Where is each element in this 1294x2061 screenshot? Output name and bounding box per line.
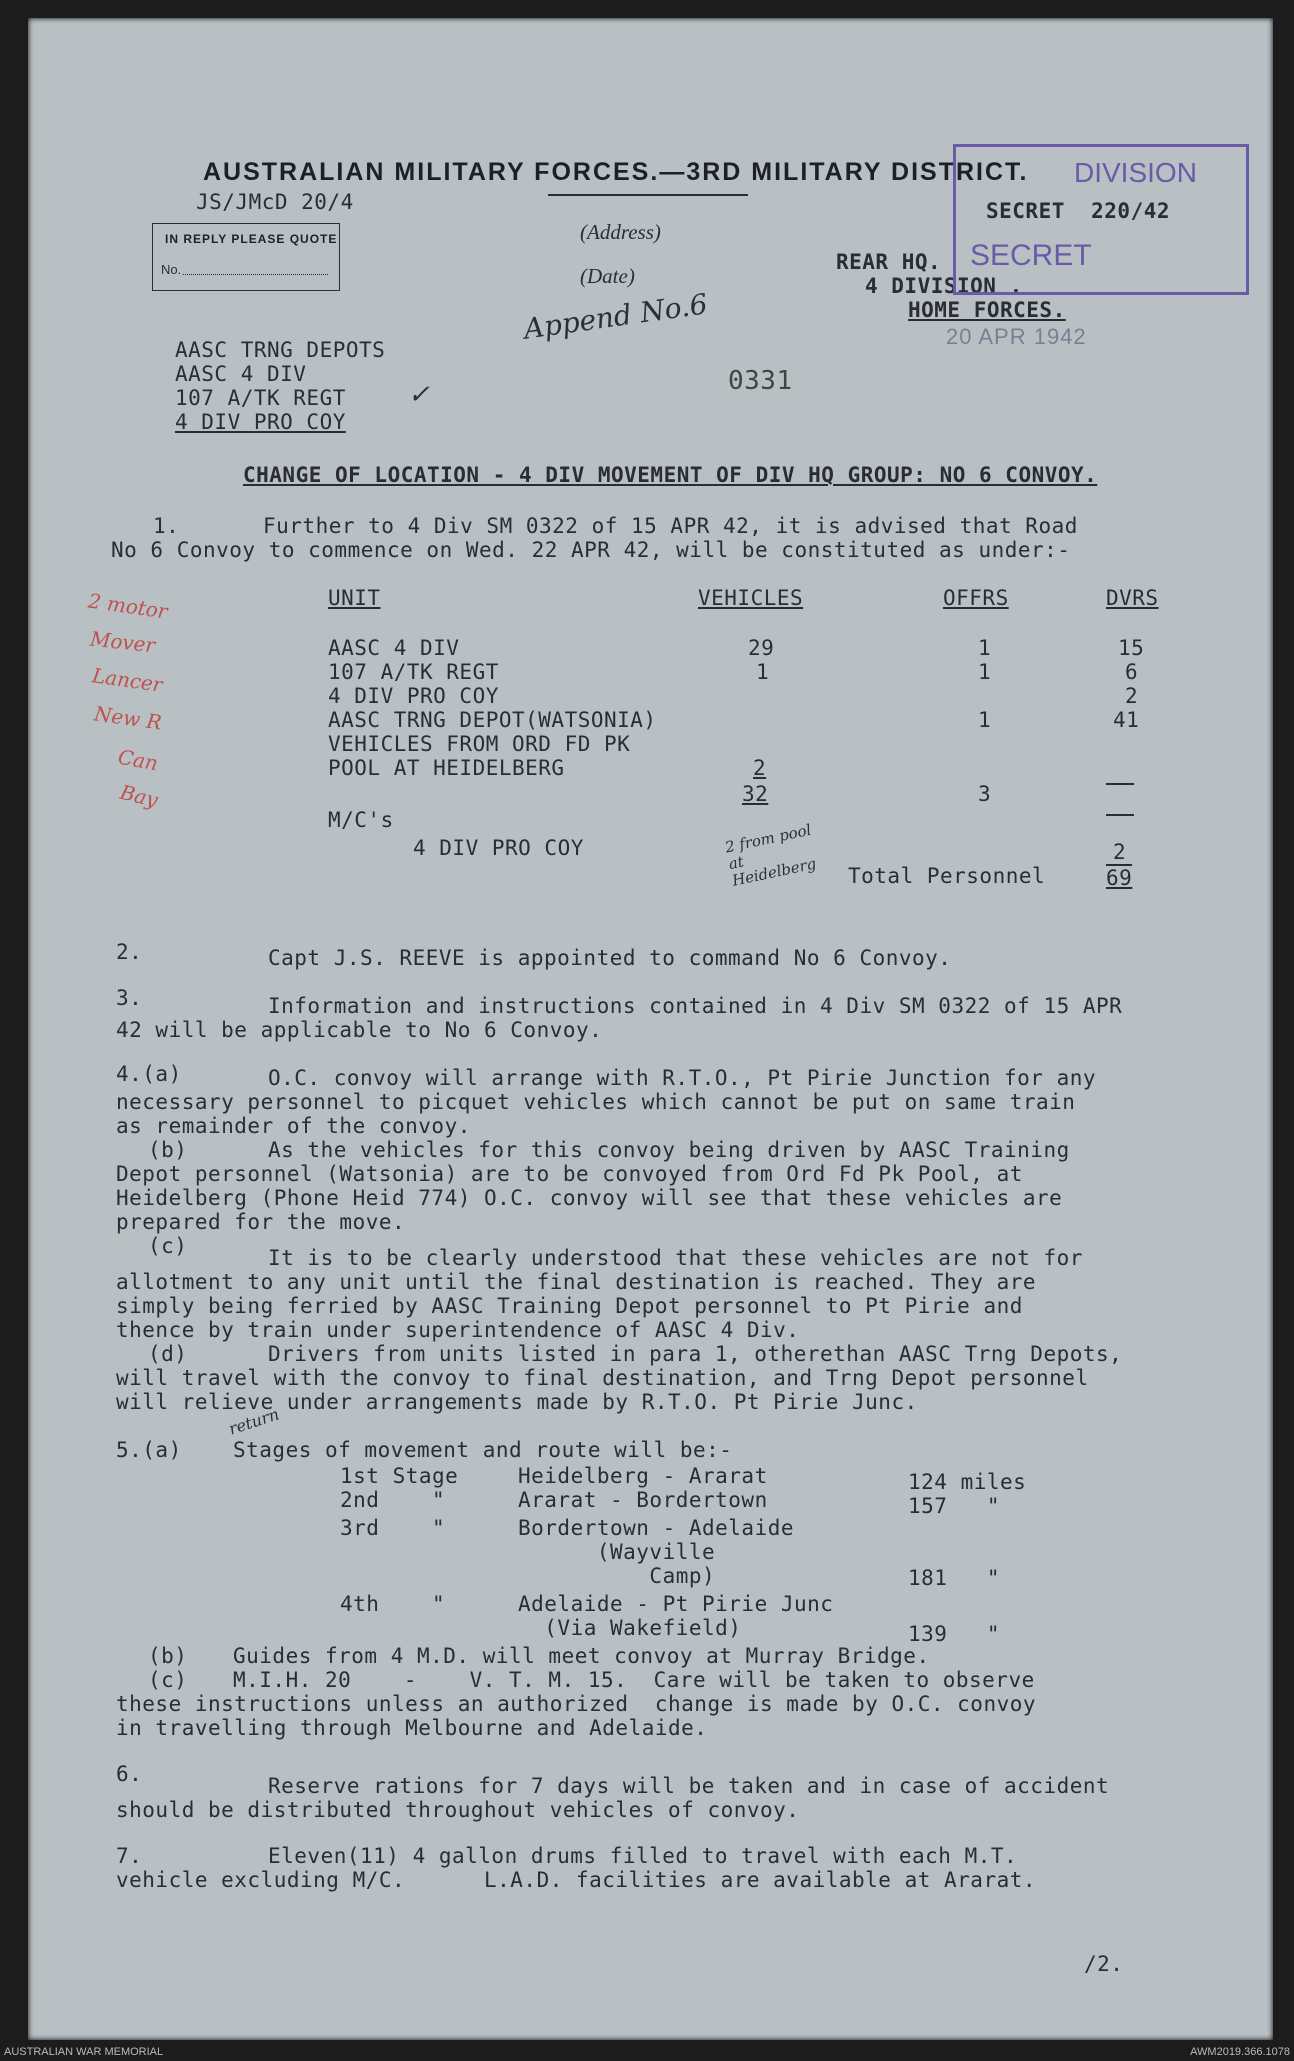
para-4a-line-2: necessary personnel to picquet vehicles which cannot be put on same train [116, 1090, 1076, 1114]
total-personnel-value: 69 [1106, 866, 1133, 890]
table-header-unit: UNIT [328, 586, 381, 610]
para-4c-line-3: simply being ferried by AASC Training Depot personnel to Pt Pirie and [116, 1294, 1023, 1318]
para-5b-text: Guides from 4 M.D. will meet convoy at Murray Bridge. [233, 1644, 930, 1668]
total-vehicles: 32 [742, 782, 769, 806]
para-3-line-1: Information and instructions contained in 4 Div SM 0322 of 15 APR [268, 994, 1123, 1018]
stage-4-route: Adelaide - Pt Pirie Junc [518, 1592, 834, 1616]
table-row-4-unit: AASC TRNG DEPOT(WATSONIA) [328, 708, 657, 732]
archive-footer [0, 2043, 1294, 2061]
footer-id: AWM2019.366.1078 [1190, 2046, 1290, 2058]
letterhead-title: AUSTRALIAN MILITARY FORCES.—3RD MILITARY DISTRICT. [203, 158, 1029, 186]
para-6-number: 6. [116, 1762, 143, 1786]
mc-dvrs: 2 [1113, 840, 1127, 864]
para-4b-number: (b) [148, 1138, 188, 1162]
checkmark-icon: ✓ [408, 380, 430, 410]
para-3-number: 3. [116, 986, 143, 1010]
table-row-2-dvrs: 6 [1125, 660, 1139, 684]
para-4c-number: (c) [148, 1234, 188, 1258]
para-4b-line-3: Heidelberg (Phone Heid 774) O.C. convoy will see that these vehicles are [116, 1186, 1063, 1210]
stage-3-miles: 181 " [908, 1566, 1001, 1590]
next-page-marker: /2. [1084, 1952, 1124, 1976]
date-stamp: 20 APR 1942 [946, 324, 1087, 349]
stage-3-label: 3rd " [340, 1516, 446, 1540]
red-note-5: Can [116, 744, 160, 776]
table-row-4-dvrs: 41 [1113, 708, 1140, 732]
stamp-secret-number: SECRET 220/42 [986, 199, 1171, 223]
dvrs-subtotal-rule [1106, 814, 1134, 816]
document-page [28, 18, 1273, 2040]
stage-2-miles: 157 " [908, 1494, 1001, 1518]
para-4a-number: 4.(a) [116, 1062, 182, 1086]
table-row-2-vehicles: 1 [756, 660, 770, 684]
para-3-line-2: 42 will be applicable to No 6 Convoy. [116, 1018, 603, 1042]
para-1-line-2: No 6 Convoy to commence on Wed. 22 APR 42, will be constituted as under:- [111, 538, 1071, 562]
stamp-secret: SECRET [970, 239, 1092, 272]
table-row-1-dvrs: 15 [1118, 636, 1145, 660]
table-row-3-dvrs: 2 [1125, 684, 1139, 708]
red-note-2: Mover [88, 626, 157, 658]
table-row-2-offrs: 1 [978, 660, 992, 684]
para-6-line-1: Reserve rations for 7 days will be taken and in case of accident [268, 1774, 1110, 1798]
para-1-line-1: Further to 4 Div SM 0322 of 15 APR 42, it is advised that Road [263, 514, 1078, 538]
para-7-number: 7. [116, 1844, 143, 1868]
append-handwritten-note: Append No.6 [521, 287, 710, 346]
reference-number: JS/JMcD 20/4 [196, 190, 354, 214]
stage-4-label: 4th " [340, 1592, 446, 1616]
red-note-4: New R [92, 701, 164, 735]
mc-handwritten-note: 2 from pool at Heidelberg [723, 820, 818, 890]
stage-1-route: Heidelberg - Ararat [518, 1464, 768, 1488]
table-row-6-unit: POOL AT HEIDELBERG [328, 756, 565, 780]
mc-unit: 4 DIV PRO COY [413, 836, 584, 860]
para-4d-line-1: Drivers from units listed in para 1, otherethan AASC Trng Depots, [268, 1342, 1123, 1366]
stage-4-route-cont: (Via Wakefield) [518, 1616, 742, 1640]
para-5b-number: (b) [148, 1644, 188, 1668]
para-7-line-1: Eleven(11) 4 gallon drums filled to travel with each M.T. [268, 1844, 1018, 1868]
red-note-3: Lancer [90, 663, 165, 697]
table-row-3-unit: 4 DIV PRO COY [328, 684, 499, 708]
para-5a-text: Stages of movement and route will be:- [233, 1438, 733, 1462]
reply-quote-box: IN REPLY PLEASE QUOTE No. [152, 223, 340, 291]
para-6-line-2: should be distributed throughout vehicles of convoy. [116, 1798, 800, 1822]
stage-1-miles: 124 miles [908, 1470, 1027, 1494]
footer-source: AUSTRALIAN WAR MEMORIAL [4, 2046, 164, 2058]
para-2-number: 2. [116, 940, 143, 964]
addressee-2: AASC 4 DIV [175, 362, 307, 386]
total-personnel-label: Total Personnel [848, 864, 1046, 888]
stage-3-route-cont: (Wayville [518, 1540, 716, 1564]
table-row-6-vehicles: 2 [753, 756, 767, 780]
security-stamp [953, 144, 1249, 295]
para-4d-line-2: will travel with the convoy to final destination, and Trng Depot personnel [116, 1366, 1089, 1390]
para-4a-line-3: as remainder of the convoy. [116, 1114, 471, 1138]
stage-2-route: Ararat - Bordertown [518, 1488, 768, 1512]
from-line-3: HOME FORCES. [908, 298, 1066, 322]
reply-number-label: No. [161, 262, 182, 277]
stage-2-label: 2nd " [340, 1488, 446, 1512]
para-5c-line-1: M.I.H. 20 - V. T. M. 15. Care will be taken to observe [233, 1668, 1035, 1692]
para-4c-line-1: It is to be clearly understood that these vehicles are not for [268, 1246, 1083, 1270]
from-line-2: 4 DIVISION . [865, 274, 1023, 298]
addressee-1: AASC TRNG DEPOTS [175, 338, 386, 362]
stamp-division: DIVISION [1074, 157, 1197, 188]
file-number: 0331 [728, 366, 793, 396]
para-5c-number: (c) [148, 1668, 188, 1692]
para-4b-line-2: Depot personnel (Watsonia) are to be convoyed from Ord Fd Pk Pool, at [116, 1162, 1023, 1186]
reply-number-line [183, 274, 328, 275]
table-row-4-offrs: 1 [978, 708, 992, 732]
stage-1-label: 1st Stage [340, 1464, 459, 1488]
mc-label: M/C's [328, 808, 394, 832]
total-offrs: 3 [978, 782, 992, 806]
table-header-offrs: OFFRS [943, 586, 1009, 610]
para-1-number: 1. [153, 514, 180, 538]
table-row-1-offrs: 1 [978, 636, 992, 660]
table-row-1-unit: AASC 4 DIV [328, 636, 460, 660]
table-row-2-unit: 107 A/TK REGT [328, 660, 499, 684]
stage-4-miles: 139 " [908, 1622, 1001, 1646]
para-4c-line-4: thence by train under superintendence of AASC 4 Div. [116, 1318, 800, 1342]
para-7-line-2: vehicle excluding M/C. L.A.D. facilities are available at Ararat. [116, 1868, 1037, 1892]
para-4b-line-1: As the vehicles for this convoy being driven by AASC Training [268, 1138, 1070, 1162]
table-header-vehicles: VEHICLES [698, 586, 804, 610]
para-4d-number: (d) [148, 1342, 188, 1366]
para-4d-handwritten-return: return [226, 1404, 282, 1439]
subject-line: CHANGE OF LOCATION - 4 DIV MOVEMENT OF DIV HQ GROUP: NO 6 CONVOY. [243, 463, 1098, 487]
para-5c-line-2: these instructions unless an authorized change is made by O.C. convoy [116, 1692, 1037, 1716]
letterhead-rule [548, 194, 748, 196]
table-row-1-vehicles: 29 [748, 636, 775, 660]
stage-3-route-cont-2: Camp) [518, 1564, 716, 1588]
table-header-dvrs: DVRS [1106, 586, 1159, 610]
para-4a-line-1: O.C. convoy will arrange with R.T.O., Pt Pirie Junction for any [268, 1066, 1097, 1090]
addressee-3: 107 A/TK REGT [175, 386, 346, 410]
dvrs-subtotal-dash [1106, 783, 1134, 785]
date-label: (Date) [580, 264, 635, 288]
para-4d-line-3: will relieve under arrangements made by R.T.O. Pt Pirie Junc. [116, 1390, 918, 1414]
from-line-1: REAR HQ. [836, 250, 942, 274]
address-label: (Address) [580, 220, 661, 244]
red-note-6: Bay [117, 779, 161, 813]
para-4c-line-2: allotment to any unit until the final destination is reached. They are [116, 1270, 1037, 1294]
stage-3-route: Bordertown - Adelaide [518, 1516, 795, 1540]
para-4b-line-4: prepared for the move. [116, 1210, 406, 1234]
red-note-1: 2 motor [86, 588, 170, 624]
para-5a-number: 5.(a) [116, 1438, 182, 1462]
para-2-text: Capt J.S. REEVE is appointed to command No 6 Convoy. [268, 946, 952, 970]
para-5c-line-3: in travelling through Melbourne and Adelaide. [116, 1716, 708, 1740]
table-row-5-unit: VEHICLES FROM ORD FD PK [328, 732, 631, 756]
addressee-4: 4 DIV PRO COY [175, 410, 346, 434]
